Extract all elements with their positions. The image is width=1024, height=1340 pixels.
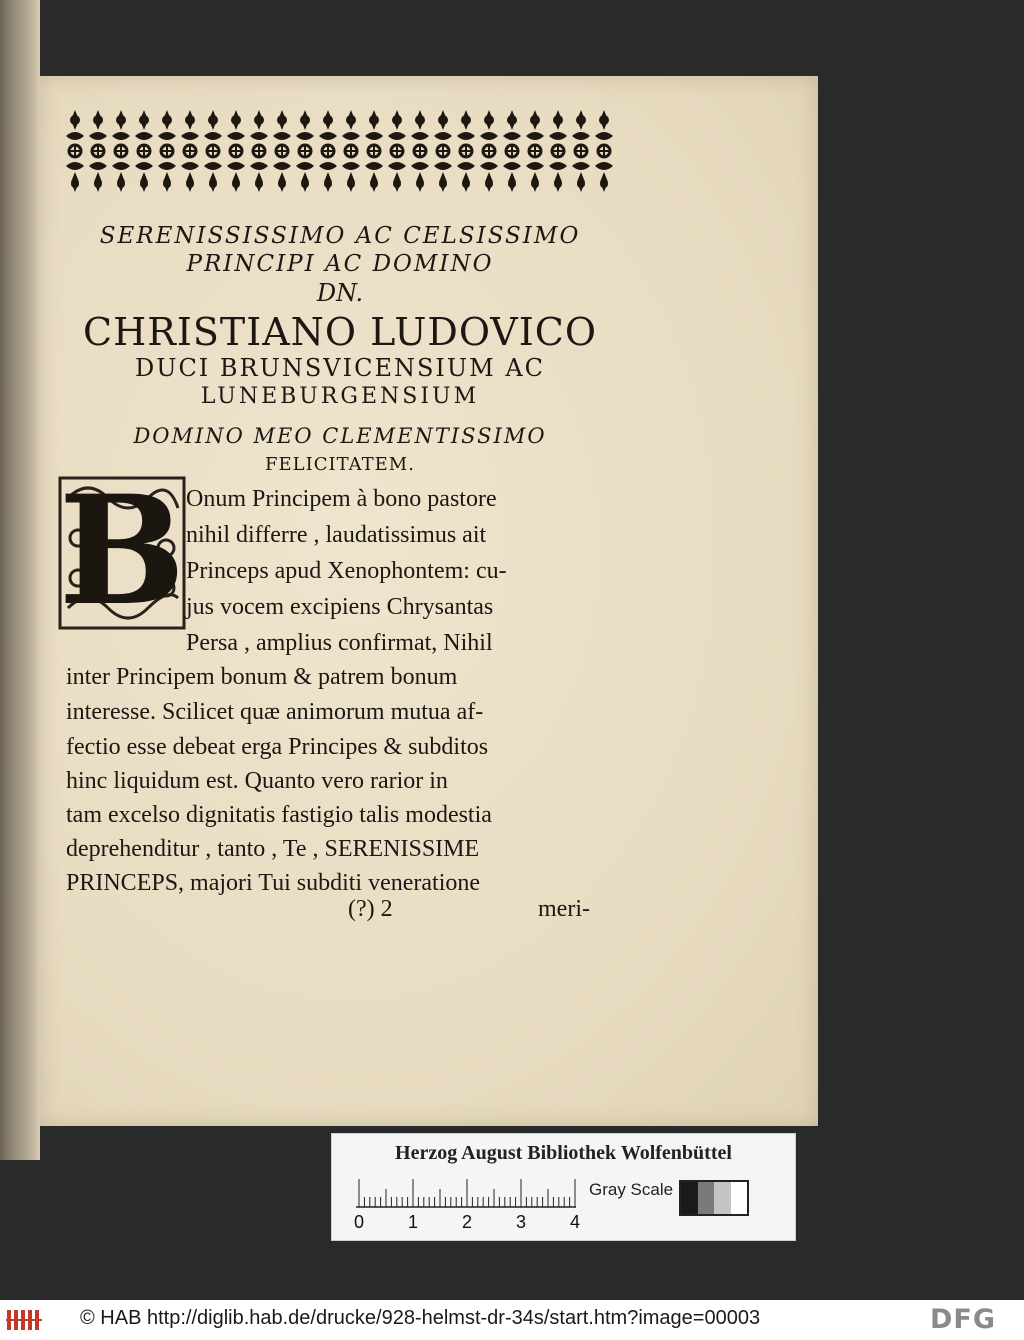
text-line: nihil differre , laudatissimus ait	[186, 522, 487, 548]
text-line: Princeps apud Xenophontem: cu-	[186, 558, 507, 584]
text-line: PRINCEPS, majori Tui subditi veneratione	[66, 870, 481, 896]
text-line: deprehenditur , tanto , Te , SERENISSIME	[66, 836, 480, 862]
gray-swatch	[731, 1182, 748, 1214]
drop-cap-letter: B	[58, 463, 186, 639]
dedication-line: DN.	[316, 279, 364, 307]
dedication-line: PRINCIPI AC DOMINO	[186, 251, 494, 277]
dedication-line: SERENISSISSIMO AC CELSISSIMO	[99, 223, 581, 249]
gray-swatch	[698, 1182, 715, 1214]
ruler-numbers	[354, 1212, 594, 1234]
dedication-line: DUCI BRUNSVICENSIUM AC	[134, 354, 546, 382]
dedication-name: CHRISTIANO LUDOVICO	[83, 310, 597, 354]
text-line: interesse. Scilicet quæ animorum mutua af-	[66, 699, 484, 725]
text-line: tam excelso dignitatis fastigio talis modestia	[66, 802, 492, 828]
dedication-line: DOMINO MEO CLEMENTISSIMO	[133, 424, 547, 448]
hab-logo-icon	[6, 1308, 46, 1332]
text-line: fectio esse debeat erga Principes & subditos	[66, 734, 489, 760]
decorated-initial	[58, 463, 186, 639]
dedication-block	[60, 222, 620, 477]
copyright-url[interactable]: © HAB http://diglib.hab.de/drucke/928-helmst-dr-34s/start.htm?image=00003	[80, 1307, 761, 1329]
dedication-line: FELICITATEM.	[265, 454, 415, 475]
ornament-band-icon	[60, 106, 620, 196]
ruler-number: 2	[462, 1212, 473, 1232]
text-line: Persa , amplius confirmat, Nihil	[186, 630, 493, 656]
signature-mark: (?) 2	[348, 896, 393, 922]
ruler-number: 4	[570, 1212, 581, 1232]
status-bar	[0, 1300, 1024, 1340]
text-line: Onum Principem à bono pastore	[186, 486, 497, 512]
text-line: hinc liquidum est. Quanto vero rarior in	[66, 768, 448, 794]
color-calibration-card	[331, 1133, 796, 1241]
gray-swatch	[714, 1182, 731, 1214]
book-edge	[0, 0, 40, 1160]
ruler-number: 0	[354, 1212, 365, 1232]
ruler-icon	[356, 1178, 576, 1208]
gray-scale-bar	[679, 1180, 749, 1216]
catchword: meri-	[538, 896, 590, 922]
ruler-number: 3	[516, 1212, 527, 1232]
gray-scale-label: Gray Scale	[589, 1180, 674, 1199]
card-title: Herzog August Bibliothek Wolfenbüttel	[395, 1142, 732, 1164]
text-line: inter Principem bonum & patrem bonum	[66, 664, 458, 690]
ruler-number: 1	[408, 1212, 419, 1232]
text-line: jus vocem excipiens Chrysantas	[186, 594, 494, 620]
dedication-line: LUNEBURGENSIUM	[200, 384, 480, 409]
gray-swatch	[681, 1182, 698, 1214]
dfg-logo: DFG	[930, 1304, 997, 1335]
